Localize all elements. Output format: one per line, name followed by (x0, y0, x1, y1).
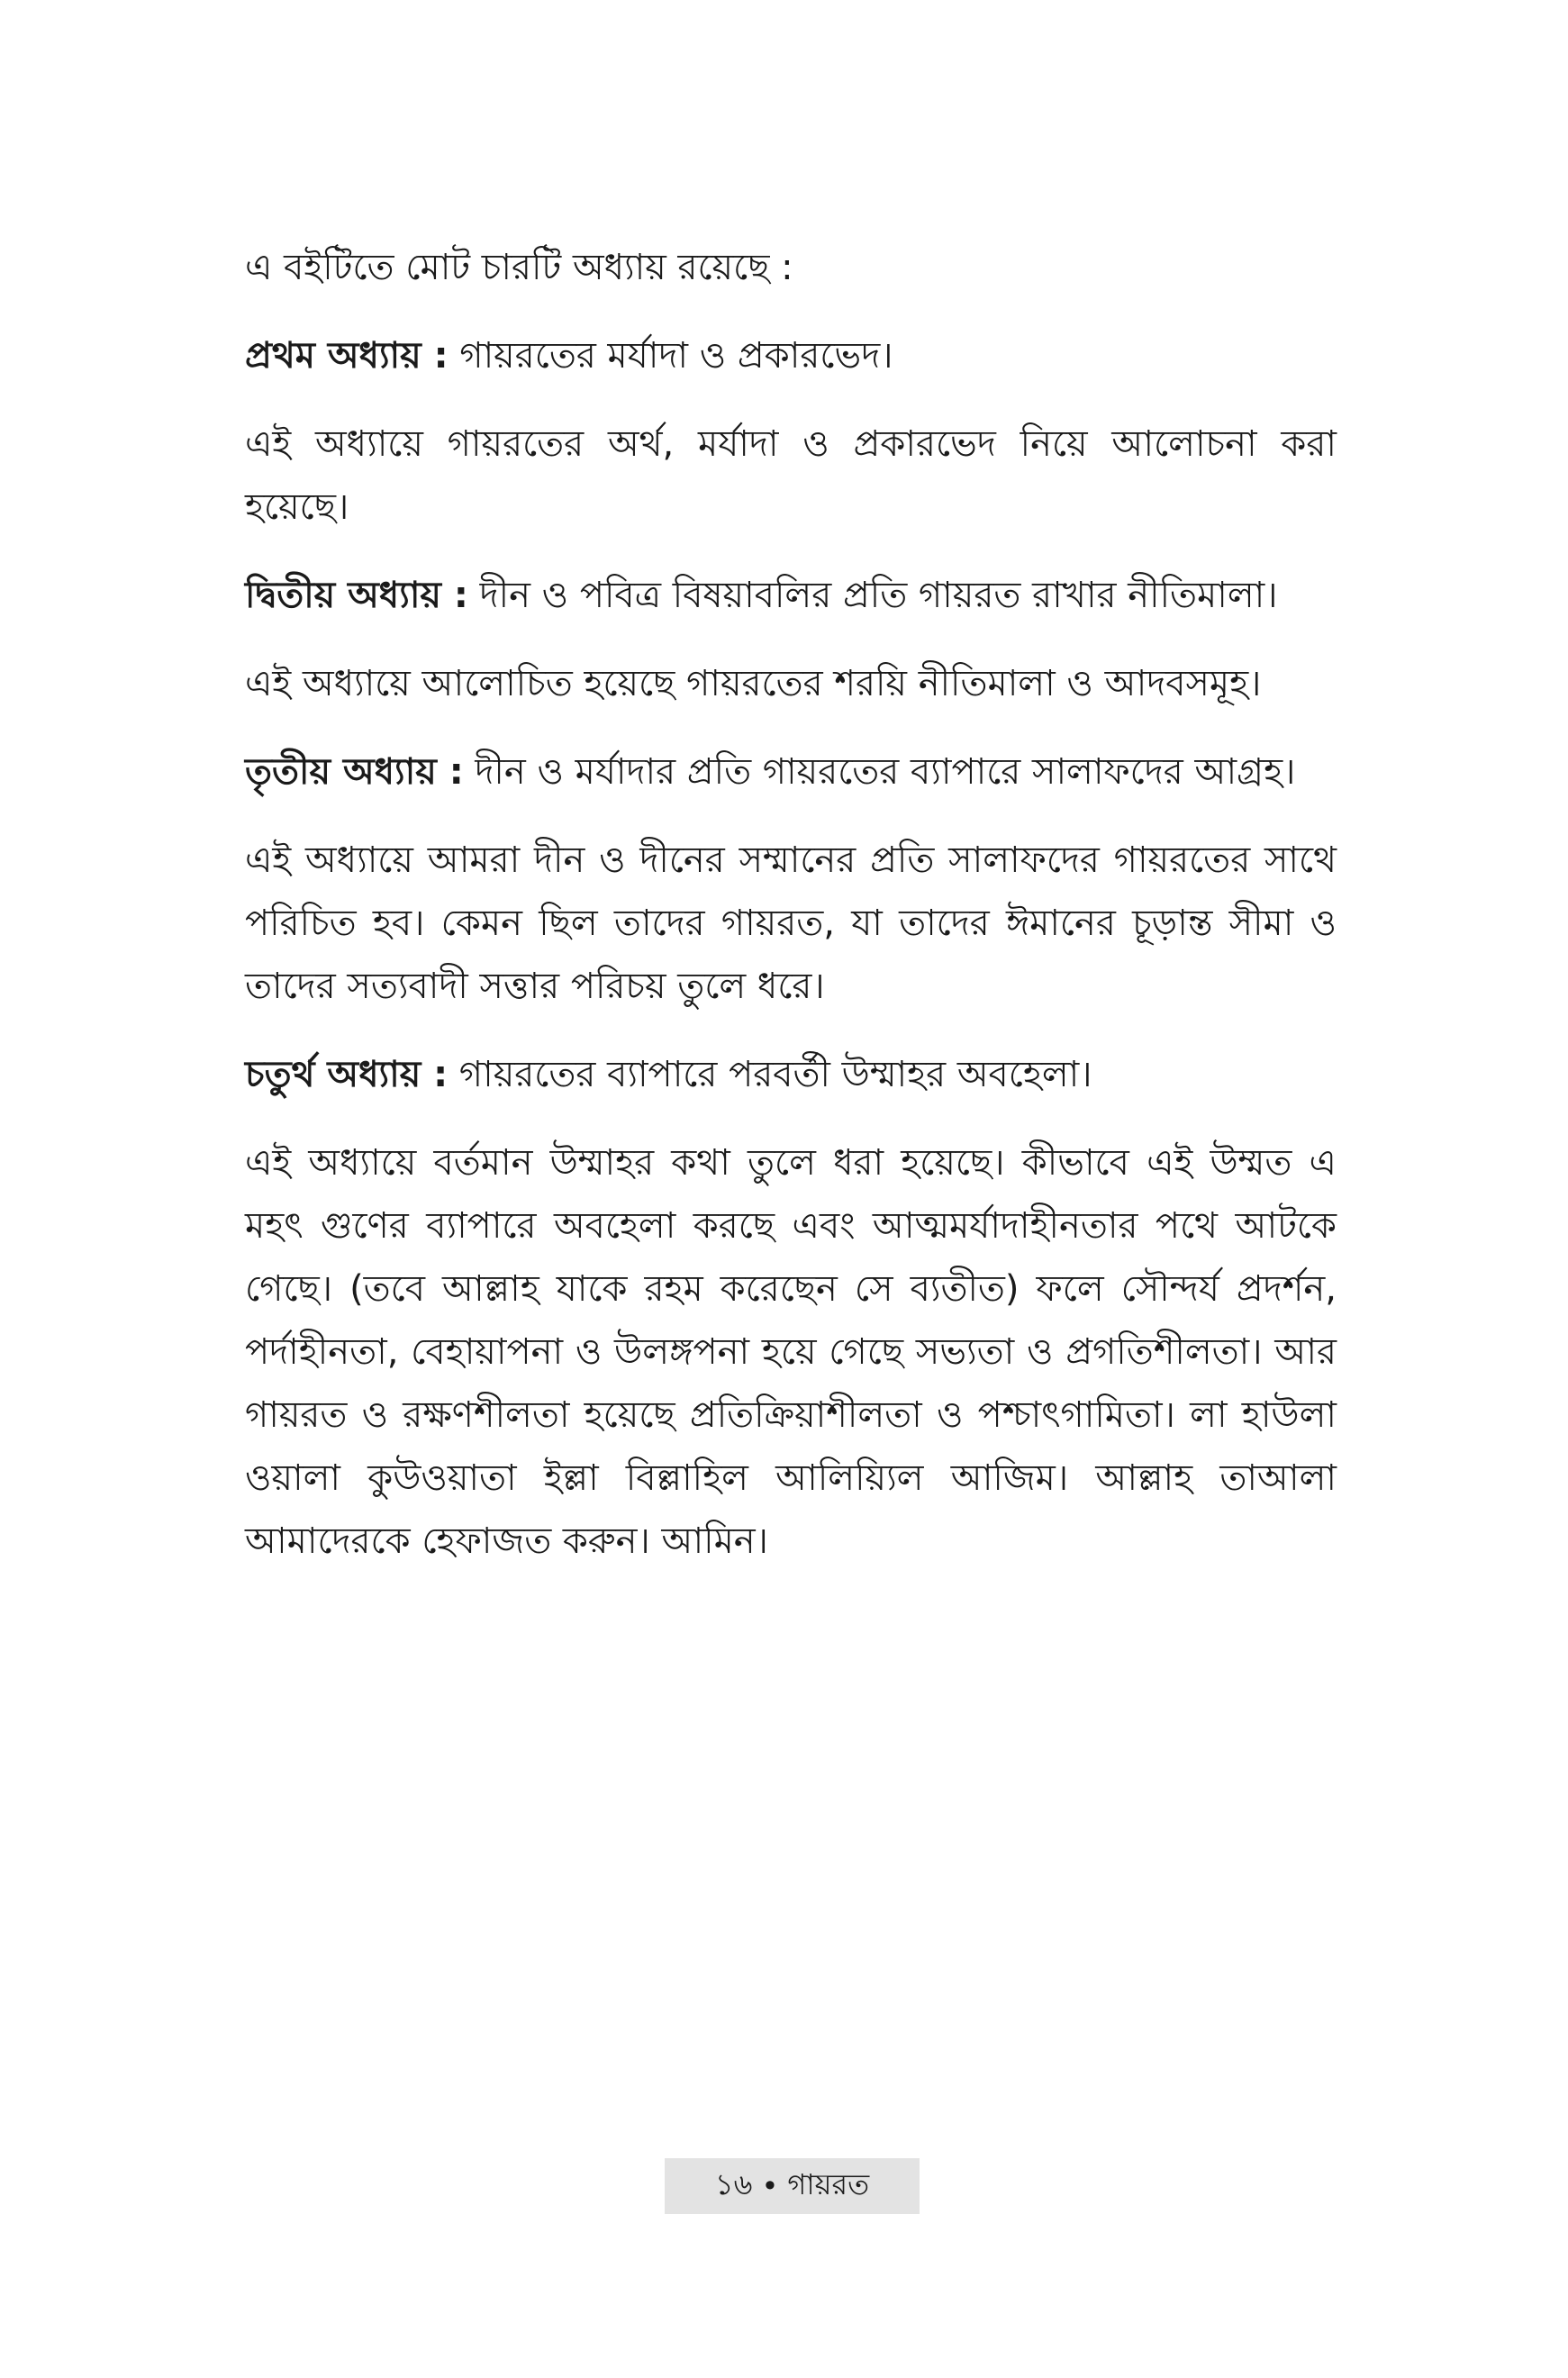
chapter-1-label: প্রথম অধ্যায় : (245, 335, 449, 377)
chapter-4-description: এই অধ্যায়ে বর্তমান উম্মাহর কথা তুলে ধরা হয়েছে। কীভাবে এই উম্মত এ মহৎ গুণের ব্যাপারে অবহেলা করছে এবং আত্মমর্যাদাহীনতার পথে আটকে গেছে। (তবে আল্লাহ যাকে রহম করেছেন সে ব্যতীত) ফলে সৌন্দর্য প্রদর্শন, পর্দাহীনতা, বেহায়াপনা ও উলঙ্গপনা হয়ে গেছে সভ্যতা ও প্রগতিশীলতা। আর গায়রত ও রক্ষণশীলতা হয়েছে প্রতিক্রিয়াশীলতা ও পশ্চাৎগামিতা। লা হাউলা ওয়ালা কুউওয়াতা ইল্লা বিল্লাহিল আলিয়্যিল আজিম। আল্লাহ তাআলা আমাদেরকে হেফাজত করুন। আমিন। (245, 1142, 1337, 1562)
chapter-2-label: দ্বিতীয় অধ্যায় : (245, 575, 468, 616)
chapter-1-heading (245, 324, 1337, 387)
page-body (245, 236, 1337, 1598)
footer-separator: • (761, 2169, 779, 2203)
chapter-1-title: গায়রতের মর্যাদা ও প্রকারভেদ। (448, 335, 893, 377)
chapter-2-description: এই অধ্যায়ে আলোচিত হয়েছে গায়রতের শরয়ি নীতিমালা ও আদবসমূহ। (245, 663, 1262, 704)
chapter-2-title: দীন ও পবিত্র বিষয়াবলির প্রতি গায়রত রাখার নীতিমালা। (467, 575, 1278, 616)
chapter-2-heading (245, 564, 1337, 627)
chapter-3-heading (245, 740, 1337, 803)
book-title: গায়রত (787, 2167, 870, 2201)
chapter-3-label: তৃতীয় অধ্যায় : (245, 751, 464, 793)
page-footer (665, 2158, 920, 2214)
chapter-4-title: গায়রতের ব্যাপারে পরবর্তী উম্মাহর অবহেলা। (448, 1054, 1092, 1095)
chapter-3-description: এই অধ্যায়ে আমরা দীন ও দীনের সম্মানের প্রতি সালাফদের গায়রতের সাথে পরিচিত হব। কেমন ছিল তাদের গায়রত, যা তাদের ঈমানের চূড়ান্ত সীমা ও তাদের সত্যবাদী সত্তার পরিচয় তুলে ধরে। (245, 840, 1337, 1007)
chapter-4-heading (245, 1043, 1337, 1106)
chapter-1-description: এই অধ্যায়ে গায়রতের অর্থ, মর্যাদা ও প্রকারভেদ নিয়ে আলোচনা করা হয়েছে। (245, 423, 1337, 528)
intro-text: এ বইটিতে মোট চারটি অধ্যায় রয়েছে : (245, 247, 793, 288)
chapter-3-title: দীন ও মর্যাদার প্রতি গায়রতের ব্যাপারে সালাফদের আগ্রহ। (463, 751, 1296, 793)
chapter-4-label: চতুর্থ অধ্যায় : (245, 1054, 449, 1095)
page-number: ১৬ (714, 2167, 753, 2201)
